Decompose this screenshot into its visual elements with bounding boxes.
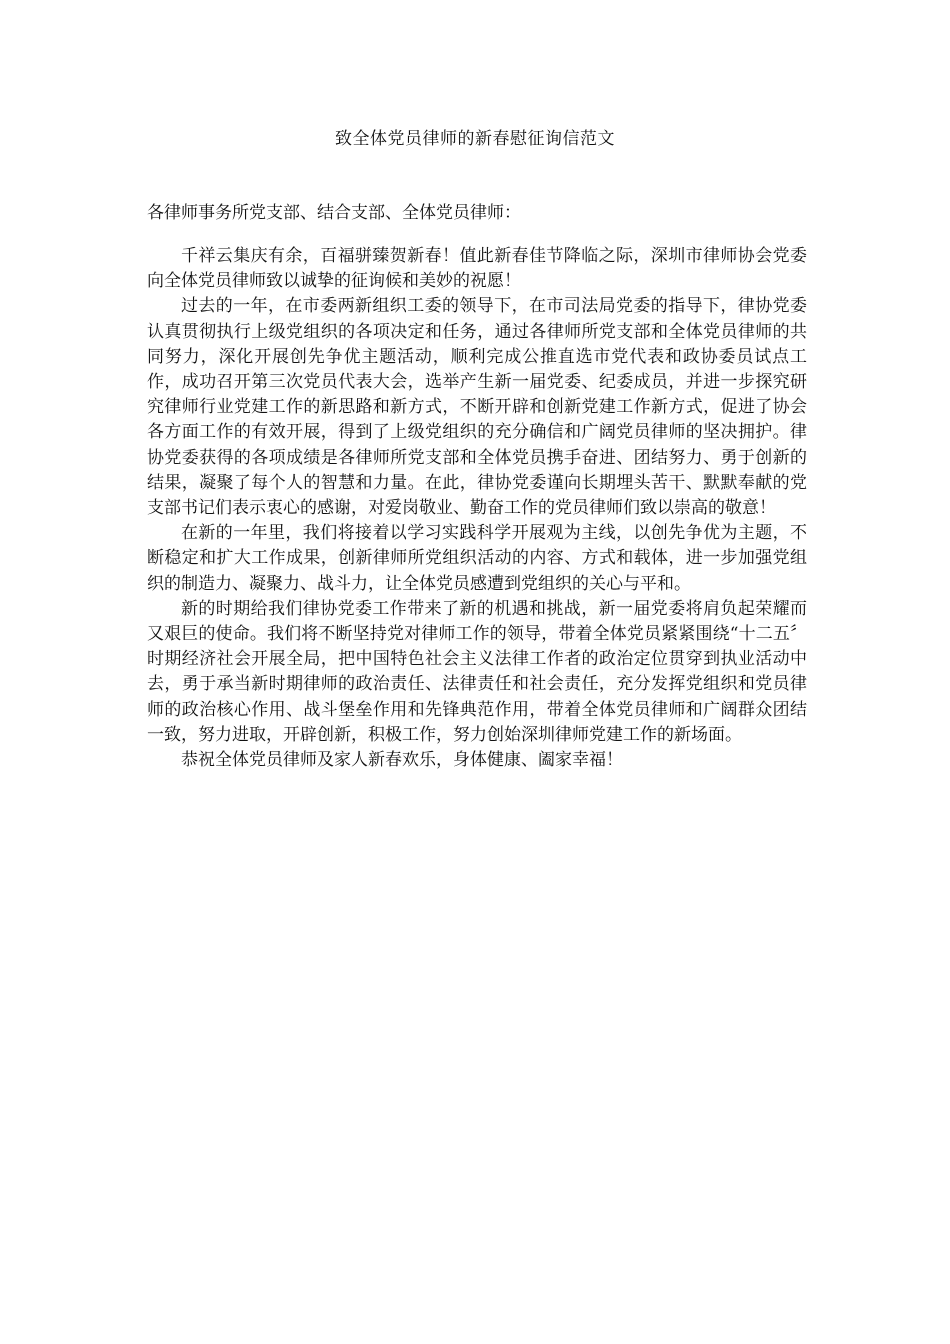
paragraph: 新的时期给我们律协党委工作带来了新的机遇和挑战，新一届党委将肩负起荣耀而又艰巨的使命。我们将不断坚持党对律师工作的领导，带着全体党员紧紧围绕“十二五〞时期经济社会开展全局，把中国特色社会主义法律工作者的政治定位贯穿到执业活动中去，勇于承当新时期律师的政治责任、法律责任和社会责任，充分发挥党组织和党员律师的政治核心作用、战斗堡垒作用和先锋典范作用，带着全体党员律师和广阔群众团结一致，努力进取，开辟创新，积极工作，努力创始深圳律师党建工作的新场面。 [147,598,807,745]
salutation: 各律师事务所党支部、结合支部、全体党员律师： [147,203,521,223]
paragraph: 在新的一年里，我们将接着以学习实践科学开展观为主线，以创先争优为主题，不断稳定和扩大工作成果，创新律师所党组织活动的内容、方式和载体，进一步加强党组织的制造力、凝聚力、战斗力，让全体党员感遭到党组织的关心与平和。 [147,523,807,594]
document-title: 致全体党员律师的新春慰征询信范文 [335,129,615,149]
paragraph: 过去的一年，在市委两新组织工委的领导下，在市司法局党委的指导下，律协党委认真贯彻执行上级党组织的各项决定和任务，通过各律师所党支部和全体党员律师的共同努力，深化开展创先争优主题活动，顺利完成公推直选市党代表和政协委员试点工作，成功召开第三次党员代表大会，选举产生新一届党委、纪委成员，并进一步探究研究律师行业党建工作的新思路和新方式，不断开辟和创新党建工作新方式，促进了协会各方面工作的有效开展，得到了上级党组织的充分确信和广阔党员律师的坚决拥护。律协党委获得的各项成绩是各律师所党支部和全体党员携手奋进、团结努力、勇于创新的结果，凝聚了每个人的智慧和力量。在此，律协党委谨向长期埋头苦干、默默奉献的党支部书记们表示衷心的感谢，对爱岗敬业、勤奋工作的党员律师们致以崇高的敬意！ [147,296,807,519]
paragraph: 恭祝全体党员律师及家人新春欢乐，身体健康、阖家幸福！ [181,750,623,771]
letter-body [147,244,807,773]
paragraph: 千祥云集庆有余，百福骈臻贺新春！值此新春佳节降临之际，深圳市律师协会党委向全体党员律师致以诚挚的征询候和美妙的祝愿！ [147,246,807,292]
